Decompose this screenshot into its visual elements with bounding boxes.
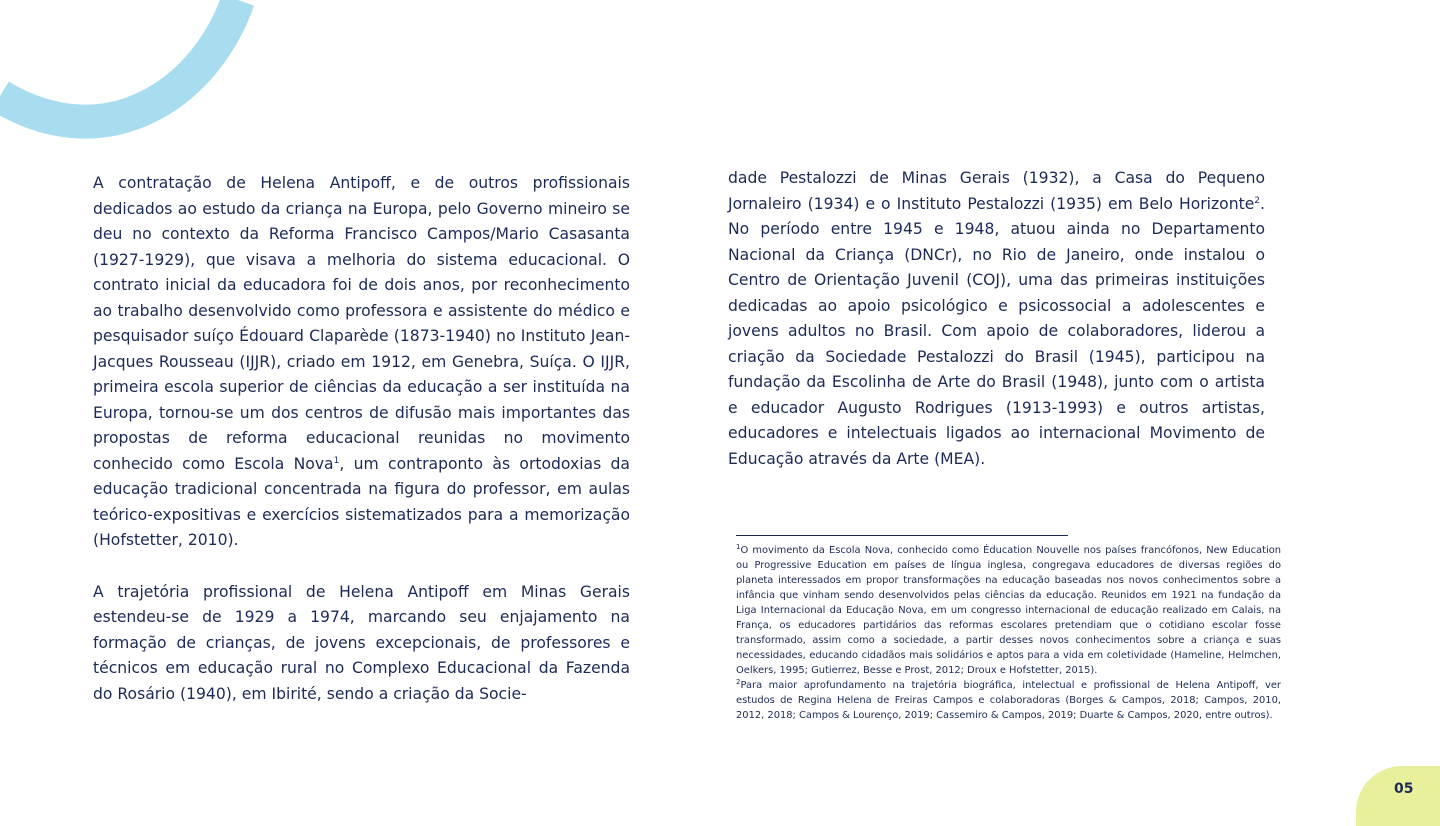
left-column (93, 171, 630, 707)
page-number: 05 (1394, 781, 1414, 797)
right-column (728, 166, 1265, 472)
footnote-divider (736, 535, 1068, 536)
paragraph-3: dade Pestalozzi de Minas Gerais (1932), a Casa do Pequeno Jornaleiro (1934) e o Instituto Pestalozzi (1935) em Belo Horizonte$^2$. No período entre 1945 e 1948, atuou ainda no Departamento Nacional da Criança (DNCr), no Rio de Janeiro, onde instalou o Centro de Orientação Juvenil (COJ), uma das primeiras instituições dedicadas ao apoio psicológico e psicossocial a adolescentes e jovens adultos no Brasil. Com apoio de colaboradores, liderou a criação da Sociedade Pestalozzi do Brasil (1945), participou na fundação da Escolinha de Arte do Brasil (1948), junto com o artista e educador Augusto Rodrigues (1913-1993) e outros artistas, educadores e intelectuais ligados ao internacional Movimento de Educação através da Arte (MEA). (728, 169, 1265, 468)
paragraph-2: A trajetória profissional de Helena Antipoff em Minas Gerais estendeu-se de 1929 a 1974, marcando seu enjajamento na formação de crianças, de jovens excepcionais, de professores e técnicos em educação rural no Complexo Educacional da Fazenda do Rosário (1940), em Ibirité, sendo a criação da Socie- (93, 582, 630, 703)
footnotes (736, 543, 1281, 723)
decorative-arc (0, 0, 270, 170)
footnote-ref-1[interactable]: 1 (333, 455, 340, 466)
paragraph-1: A contratação de Helena Antipoff, e de outros profissionais dedicados ao estudo da criança na Europa, pelo Governo mineiro se deu no contexto da Reforma Francisco Campos/Mario Casasanta (1927-1929), que visava a melhoria do sistema educacional. O contrato inicial da educadora foi de dois anos, por reconhecimento ao trabalho desenvolvido como professora e assistente do médico e pesquisador suíço Édouard Claparède (1873-1940) no Instituto Jean-Jacques Rousseau (IJJR), criado em 1912, em Genebra, Suíça. O IJJR, primeira escola superior de ciências da educação a ser instituída na Europa, tornou-se um dos centros de difusão mais importantes das propostas de reforma educacional reunidas no movimento conhecido como Escola Nova$^1$, um contraponto às ortodoxias da educação tradicional concentrada na figura do professor, em aulas teórico-expositivas e exercícios sistematizados para a memorização (Hofstetter, 2010). (93, 174, 630, 549)
footnote-1: $^1$O movimento da Escola Nova, conhecido como Éducation Nouvelle nos países francófonos, New Education ou Progressive Education em países de língua inglesa, congregava educadores de diversas regiões do planeta interessados em propor transformações na educação baseadas nos novos conhecimentos sobre a infância que vinham sendo desenvolvidos pelas ciências da educação. Reunidos em 1921 na fundação da Liga Internacional da Educação Nova, em um congresso internacional de educação realizado em Calais, na França, os educadores partidários das reformas escolares pretendiam que o cotidiano escolar fosse transformado, assim como a sociedade, a partir desses novos conhecimentos sobre a criança e suas necessidades, educando cidadãos mais solidários e aptos para a vida em coletividade (Hameline, Helmchen, Oelkers, 1995; Gutierrez, Besse e Prost, 2012; Droux e Hofstetter, 2015). (736, 543, 1281, 676)
footnote-2: $^2$Para maior aprofundamento na trajetória biográfica, intelectual e profissional de Helena Antipoff, ver estudos de Regina Helena de Freiras Campos e colaboradoras (Borges & Campos, 2018; Campos, 2010, 2012, 2018; Campos & Lourenço, 2019; Cassemiro & Campos, 2019; Duarte & Campos, 2020, entre outros). (736, 678, 1281, 721)
footnote-ref-2[interactable]: 2 (1254, 195, 1261, 206)
